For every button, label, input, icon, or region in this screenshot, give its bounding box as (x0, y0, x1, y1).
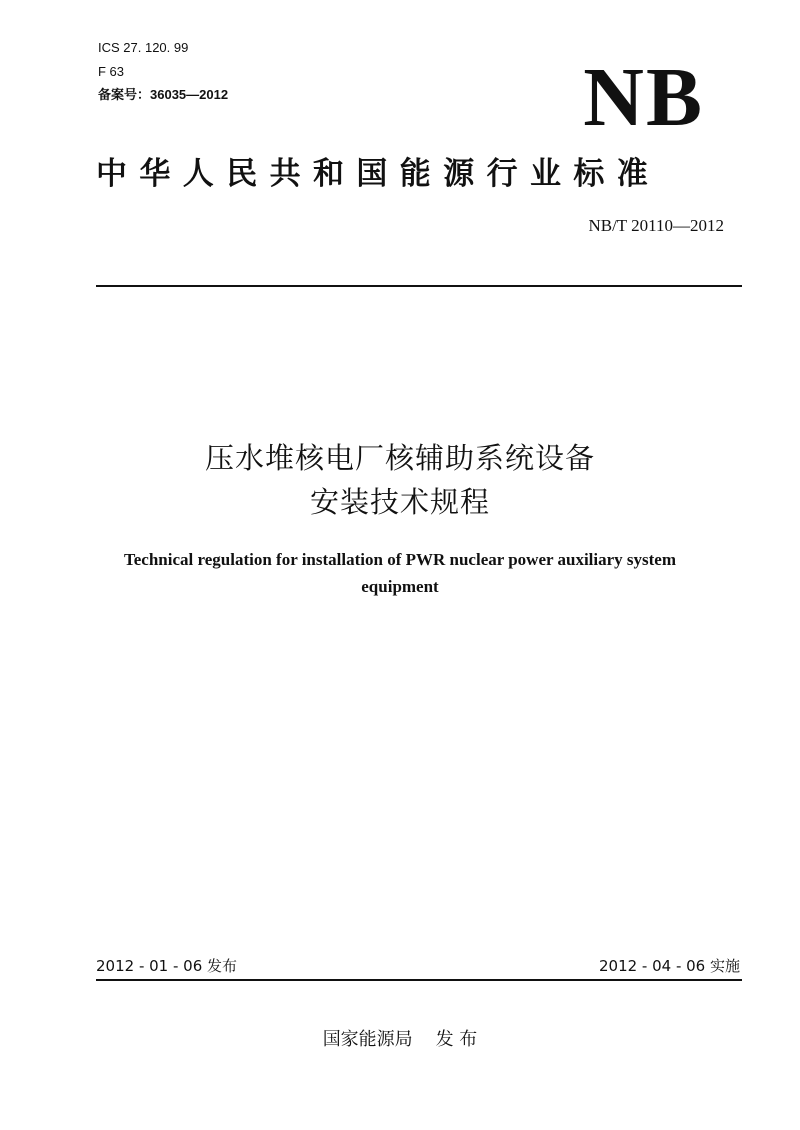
nb-logo: NB (583, 51, 704, 144)
publish-date: 2012 - 01 - 06 发布 (96, 957, 238, 975)
filing-number: 备案号：36035—2012 (98, 87, 229, 102)
ccs-code: F 63 (98, 64, 125, 79)
implement-date: 2012 - 04 - 06 实施 (598, 957, 740, 975)
title-english-line2: equipment (361, 577, 439, 596)
top-divider (96, 285, 742, 287)
title-english-line1: Technical regulation for installation of PWR nuclear power auxiliary system (123, 550, 677, 569)
standard-category: 中华人民共和国能源行业标准 (96, 156, 661, 192)
bottom-divider (96, 979, 742, 981)
ics-code: ICS 27. 120. 99 (98, 40, 189, 55)
title-chinese-line2: 安装技术规程 (309, 485, 490, 519)
standard-number: NB/T 20110—2012 (588, 216, 724, 235)
title-chinese-line1: 压水堆核电厂核辅助系统设备 (204, 441, 595, 475)
issuing-authority: 国家能源局 发 布 (322, 1029, 478, 1050)
